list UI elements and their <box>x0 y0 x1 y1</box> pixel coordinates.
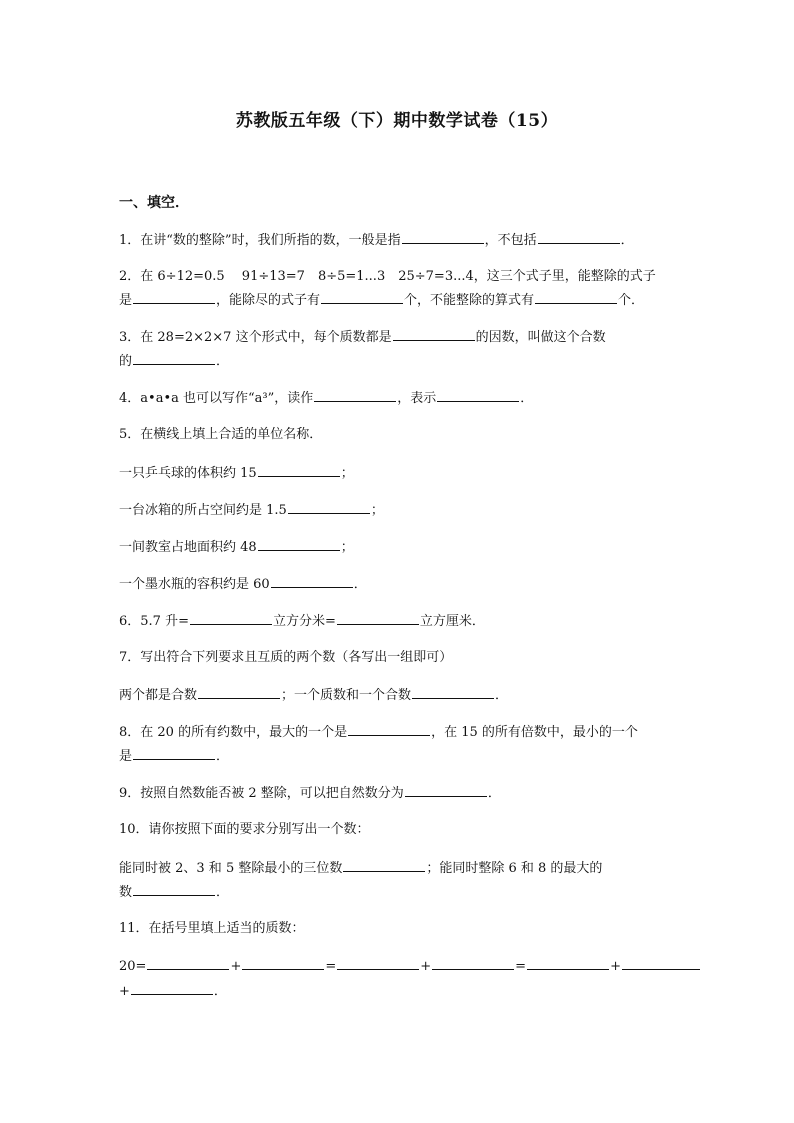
q1-text: 1．在讲“数的整除”时，我们所指的数，一般是指 <box>119 233 401 248</box>
q6-text: 立方厘米． <box>419 614 485 629</box>
question-5-item-4 <box>119 575 367 594</box>
q3-text: 3．在 28=2×2×7 这个形式中，每个质数都是 <box>119 330 392 345</box>
answer-blank[interactable] <box>622 957 700 970</box>
question-7-answers <box>119 686 508 705</box>
q6-text: 立方分米= <box>272 614 336 629</box>
q7-text: ． <box>495 688 509 703</box>
q3-text: 的因数，叫做这个合数 <box>475 330 606 345</box>
q8-text: 8．在 20 的所有约数中，最大的一个是 <box>119 725 348 740</box>
question-2-line-2 <box>119 291 644 310</box>
page-title: 苏教版五年级（下）期中数学试卷（15） <box>235 111 559 131</box>
section-heading: 一、填空． <box>119 195 189 211</box>
q5-text: ； <box>340 540 354 555</box>
question-2-line-1: 2．在 6÷12=0.5 91÷13=7 8÷5=1...3 25÷7=3...4，这三个式子里，能整除的式子 <box>119 269 656 284</box>
q2-text: 个，不能整除的算式有 <box>404 293 535 308</box>
answer-blank[interactable] <box>337 957 419 970</box>
question-5-item-3 <box>119 538 354 557</box>
q8-text: ． <box>216 749 230 764</box>
q5-text: 一台冰箱的所占空间约是 1.5 <box>119 503 287 518</box>
question-8-line-1 <box>119 723 638 742</box>
answer-blank[interactable] <box>321 291 403 304</box>
question-4 <box>119 389 533 408</box>
q8-text: 是 <box>119 749 133 764</box>
q1-text: ． <box>620 233 634 248</box>
q5-text: ； <box>370 503 384 518</box>
question-3-line-2 <box>119 352 229 371</box>
question-11-line-2 <box>119 982 227 1001</box>
q11-text: 20= <box>119 959 147 974</box>
q11-text: ． <box>213 984 227 999</box>
answer-blank[interactable] <box>133 352 215 365</box>
answer-blank[interactable] <box>131 982 213 995</box>
answer-blank[interactable] <box>527 957 609 970</box>
q9-text: ． <box>487 786 501 801</box>
question-8-line-2 <box>119 747 229 766</box>
answer-blank[interactable] <box>337 612 419 625</box>
question-5-heading: 5．在横线上填上合适的单位名称． <box>119 427 323 442</box>
q2-text: ，能除尽的式子有 <box>216 293 321 308</box>
q2-text: 个． <box>618 293 645 308</box>
q10-text: 数 <box>119 885 133 900</box>
question-10-line-1 <box>119 859 602 878</box>
question-11-heading: 11．在括号里填上适当的质数： <box>119 921 305 936</box>
question-10-heading: 10．请你按照下面的要求分别写出一个数： <box>119 822 370 837</box>
answer-blank[interactable] <box>437 389 519 402</box>
q10-text: ． <box>216 885 230 900</box>
answer-blank[interactable] <box>538 231 620 244</box>
q10-text: ；能同时整除 6 和 8 的最大的 <box>426 861 603 876</box>
q4-text: ． <box>520 391 534 406</box>
answer-blank[interactable] <box>432 957 514 970</box>
q1-text: ，不包括 <box>484 233 537 248</box>
q5-text: ． <box>353 577 367 592</box>
answer-blank[interactable] <box>314 389 396 402</box>
question-9 <box>119 784 501 803</box>
answer-blank[interactable] <box>271 575 353 588</box>
question-10-line-2 <box>119 883 229 902</box>
answer-blank[interactable] <box>133 883 215 896</box>
answer-blank[interactable] <box>133 747 215 760</box>
q3-text: ． <box>216 354 230 369</box>
answer-blank[interactable] <box>190 612 272 625</box>
answer-blank[interactable] <box>198 686 280 699</box>
plus-sign: + <box>420 959 432 974</box>
answer-blank[interactable] <box>348 723 430 736</box>
question-6 <box>119 612 485 631</box>
question-7-heading: 7．写出符合下列要求且互质的两个数（各写出一组即可） <box>119 650 453 665</box>
q5-text: ； <box>340 466 354 481</box>
q8-text: ，在 15 的所有倍数中，最小的一个 <box>431 725 638 740</box>
answer-blank[interactable] <box>258 538 340 551</box>
q10-text: 能同时被 2、3 和 5 整除最小的三位数 <box>119 861 343 876</box>
answer-blank[interactable] <box>402 231 484 244</box>
plus-sign: + <box>119 984 130 999</box>
answer-blank[interactable] <box>242 957 324 970</box>
answer-blank[interactable] <box>535 291 617 304</box>
answer-blank[interactable] <box>288 501 370 514</box>
answer-blank[interactable] <box>393 328 475 341</box>
q4-text: 4．a•a•a 也可以写作“a³”，读作 <box>119 391 314 406</box>
plus-sign: + <box>610 959 621 974</box>
equals-sign: = <box>325 959 337 974</box>
q7-text: ；一个质数和一个合数 <box>281 688 412 703</box>
question-3-line-1 <box>119 328 606 347</box>
answer-blank[interactable] <box>147 957 229 970</box>
answer-blank[interactable] <box>412 686 494 699</box>
q5-text: 一间教室占地面积约 48 <box>119 540 257 555</box>
q6-text: 6．5.7 升= <box>119 614 189 629</box>
answer-blank[interactable] <box>258 464 340 477</box>
q5-text: 一只乒乓球的体积约 15 <box>119 466 257 481</box>
answer-blank[interactable] <box>343 859 425 872</box>
q5-text: 一个墨水瓶的容积约是 60 <box>119 577 270 592</box>
q7-text: 两个都是合数 <box>119 688 198 703</box>
question-5-item-1 <box>119 464 354 483</box>
answer-blank[interactable] <box>405 784 487 797</box>
answer-blank[interactable] <box>133 291 215 304</box>
question-11-line-1 <box>119 957 701 976</box>
equals-sign: = <box>515 959 527 974</box>
q9-text: 9．按照自然数能否被 2 整除，可以把自然数分为 <box>119 786 404 801</box>
question-5-item-2 <box>119 501 384 520</box>
question-1 <box>119 231 634 250</box>
q2-text: 是 <box>119 293 133 308</box>
q3-text: 的 <box>119 354 133 369</box>
plus-sign: + <box>230 959 242 974</box>
q4-text: ，表示 <box>397 391 437 406</box>
